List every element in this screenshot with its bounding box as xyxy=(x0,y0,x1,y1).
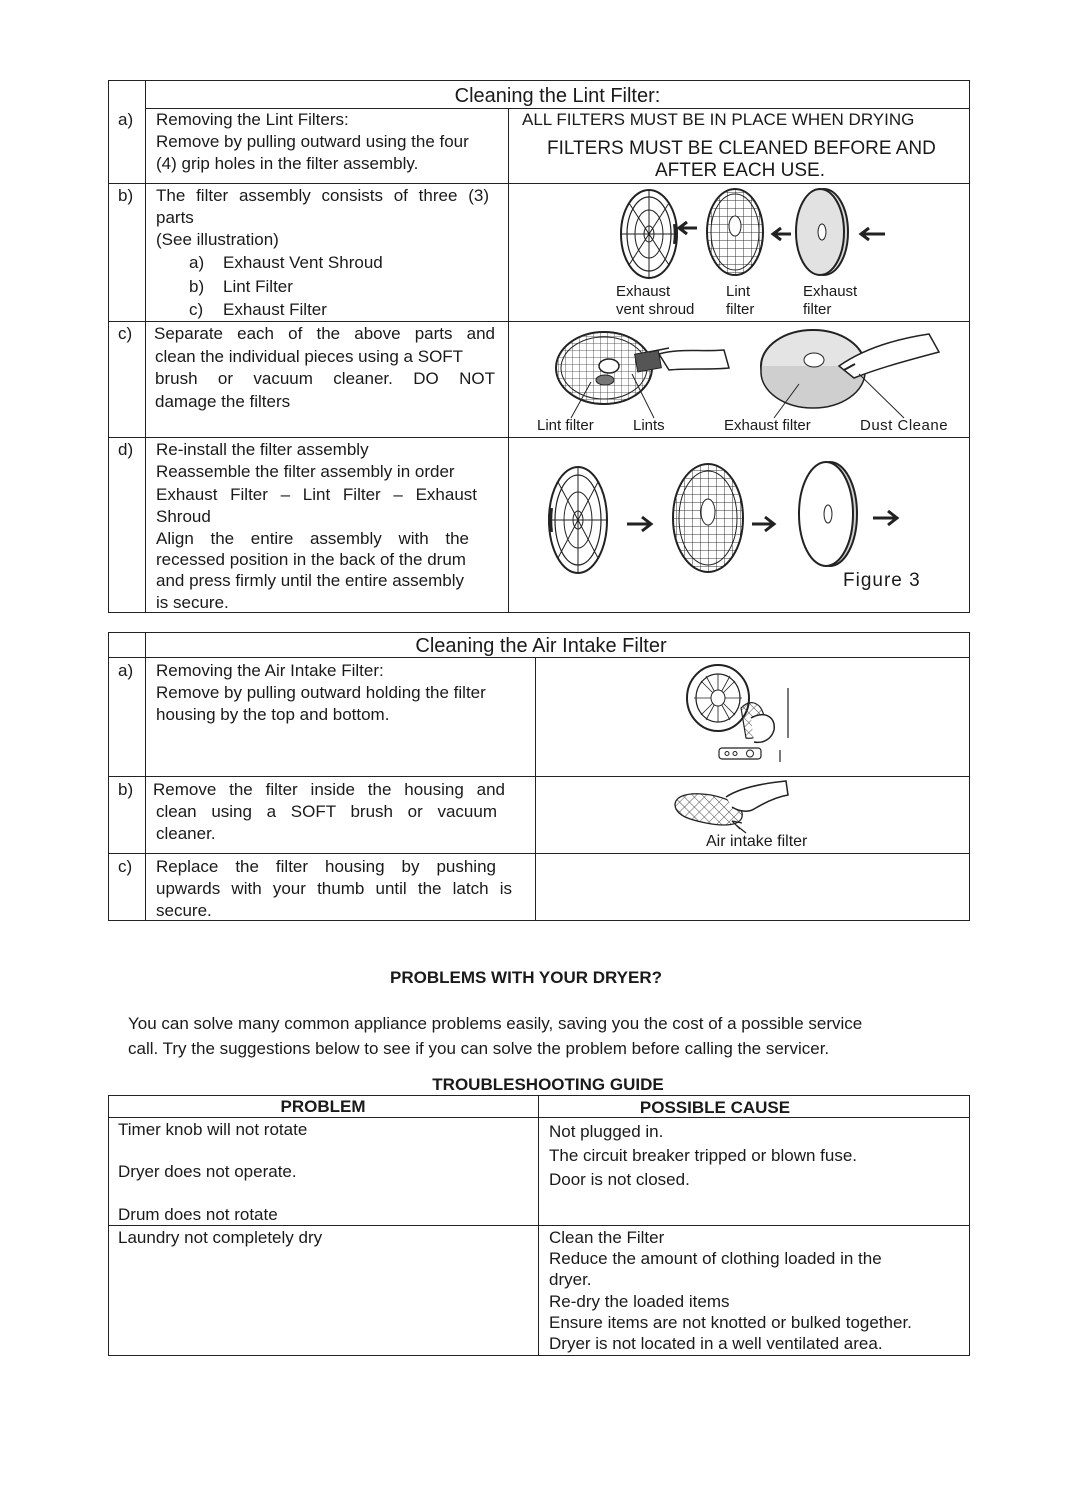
air-row-a-line-2: Remove by pulling outward holding the filter xyxy=(156,683,486,702)
row-d-line-3: Exhaust Filter – Lint Filter – Exhaust xyxy=(156,485,477,504)
air-row-b-line-2: clean using a SOFT brush or vacuum xyxy=(156,802,497,821)
cause-circuit-breaker: The circuit breaker tripped or blown fuse. xyxy=(549,1146,858,1165)
caption-air-intake-filter: Air intake filter xyxy=(706,833,808,850)
caption-exhaust-filter-1: Exhaust xyxy=(803,283,858,300)
cause-clean-filter: Clean the Filter xyxy=(549,1228,665,1247)
vent-shroud-icon xyxy=(621,190,677,278)
arrow-icon xyxy=(679,222,697,234)
caption-exhaust-filter: Exhaust filter xyxy=(724,417,811,434)
column-header-possible-cause: POSSIBLE CAUSE xyxy=(639,1098,791,1117)
problem-dryer-not-operate: Dryer does not operate. xyxy=(118,1162,297,1181)
row-c-line-1: Separate each of the above parts and xyxy=(154,324,495,343)
row-b-line-1: The filter assembly consists of three (3) xyxy=(156,186,489,205)
cause-reduce-clothing-2: dryer. xyxy=(549,1270,592,1289)
row-a-line-3: (4) grip holes in the filter assembly. xyxy=(156,154,419,173)
air-intake-filter-icon xyxy=(675,781,788,833)
list-letter-b: b) xyxy=(189,277,205,296)
row-b-letter: b) xyxy=(118,186,134,205)
row-d-line-6: recessed position in the back of the drum xyxy=(156,550,466,569)
list-item-exhaust-filter: Exhaust Filter xyxy=(223,300,327,319)
caption-dust-cleaner: Dust Cleane xyxy=(860,417,949,434)
air-row-a-line-1: Removing the Air Intake Filter: xyxy=(156,661,384,680)
air-row-a-letter: a) xyxy=(118,661,134,680)
air-row-c-line-2: upwards with your thumb until the latch is xyxy=(156,879,512,898)
list-letter-c: c) xyxy=(189,300,204,319)
air-row-b-letter: b) xyxy=(118,780,134,799)
caption-exhaust-filter-2: filter xyxy=(803,301,832,318)
air-filter-removal-illustration xyxy=(536,658,969,776)
row-d-line-4: Shroud xyxy=(156,507,211,526)
exhaust-filter-icon xyxy=(796,189,848,275)
cause-not-plugged: Not plugged in. xyxy=(549,1122,664,1141)
vent-shroud-icon xyxy=(549,467,607,573)
lint-filter-cleaning-icon xyxy=(556,332,729,404)
clean-before-after-note-2: AFTER EACH USE. xyxy=(655,160,825,181)
row-b-line-2: parts xyxy=(156,208,194,227)
caption-exhaust-vent-shroud-1: Exhaust xyxy=(616,283,671,300)
caption-lints: Lints xyxy=(633,417,665,434)
row-c-line-2: clean the individual pieces using a SOFT xyxy=(155,347,464,366)
problem-laundry-not-dry: Laundry not completely dry xyxy=(118,1228,323,1247)
air-row-c-letter: c) xyxy=(118,857,133,876)
row-d-letter: d) xyxy=(118,440,134,459)
arrow-icon xyxy=(861,228,885,240)
clean-before-after-note: FILTERS MUST BE CLEANED BEFORE AND xyxy=(547,138,936,159)
air-row-c-line-3: secure. xyxy=(156,901,212,920)
list-item-lint-filter: Lint Filter xyxy=(223,277,293,296)
air-filter-housing-icon xyxy=(687,665,788,762)
air-row-b-line-1: Remove the filter inside the housing and xyxy=(153,780,505,799)
arrow-icon xyxy=(873,511,897,525)
figure-3-label: Figure 3 xyxy=(843,570,921,591)
air-row-b-line-3: cleaner. xyxy=(156,824,216,843)
cause-redry: Re-dry the loaded items xyxy=(549,1292,730,1311)
troubleshooting-title: TROUBLESHOOTING GUIDE xyxy=(432,1075,664,1094)
cause-items-knotted: Ensure items are not knotted or bulked together. xyxy=(549,1313,912,1332)
problem-timer-knob: Timer knob will not rotate xyxy=(118,1120,308,1139)
arrow-icon xyxy=(752,517,774,531)
problems-intro-line-2: call. Try the suggestions below to see if you can solve the problem before calling the servicer. xyxy=(128,1039,830,1058)
lint-filter-icon xyxy=(673,464,743,572)
cause-reduce-clothing: Reduce the amount of clothing loaded in the xyxy=(549,1249,882,1268)
column-header-problem: PROBLEM xyxy=(280,1097,366,1116)
exhaust-filter-cleaning-icon xyxy=(761,330,939,408)
caption-exhaust-vent-shroud-2: vent shroud xyxy=(616,301,695,318)
air-row-c-line-1: Replace the filter housing by pushing xyxy=(156,857,496,876)
row-d-line-8: is secure. xyxy=(156,593,229,612)
lint-section-title: Cleaning the Lint Filter: xyxy=(454,85,661,107)
row-b-line-3: (See illustration) xyxy=(156,230,279,249)
air-row-a-line-3: housing by the top and bottom. xyxy=(156,705,390,724)
problems-heading: PROBLEMS WITH YOUR DRYER? xyxy=(390,968,663,987)
row-c-line-3: brush or vacuum cleaner. DO NOT xyxy=(155,369,495,388)
row-c-line-4: damage the filters xyxy=(155,392,291,411)
arrow-icon xyxy=(773,228,791,240)
exhaust-filter-icon xyxy=(799,462,857,566)
caption-lint-filter-1: Lint xyxy=(726,283,751,300)
row-c-letter: c) xyxy=(118,324,133,343)
filters-in-place-note: ALL FILTERS MUST BE IN PLACE WHEN DRYING xyxy=(522,110,915,129)
cause-ventilation: Dryer is not located in a well ventilated area. xyxy=(549,1334,883,1353)
row-d-line-5: Align the entire assembly with the xyxy=(156,529,469,548)
row-d-line-7: and press firmly until the entire assembly xyxy=(156,571,465,590)
caption-lint-filter-2: filter xyxy=(726,301,755,318)
row-a-line-1: Removing the Lint Filters: xyxy=(156,110,349,129)
row-d-line-1: Re-install the filter assembly xyxy=(156,440,369,459)
problem-drum-not-rotate: Drum does not rotate xyxy=(118,1205,278,1224)
list-letter-a: a) xyxy=(189,253,205,272)
lint-filter-icon xyxy=(707,189,763,275)
row-a-line-2: Remove by pulling outward using the four xyxy=(156,132,469,151)
row-a-letter: a) xyxy=(118,110,134,129)
arrow-icon xyxy=(627,517,651,531)
air-section-title: Cleaning the Air Intake Filter xyxy=(415,635,667,657)
list-item-exhaust-vent-shroud: Exhaust Vent Shroud xyxy=(223,253,383,272)
row-d-line-2: Reassemble the filter assembly in order xyxy=(156,462,455,481)
cause-door-not-closed: Door is not closed. xyxy=(549,1170,690,1189)
problems-intro-line-1: You can solve many common appliance problems easily, saving you the cost of a possible service xyxy=(128,1014,863,1033)
caption-lint-filter: Lint filter xyxy=(537,417,594,434)
